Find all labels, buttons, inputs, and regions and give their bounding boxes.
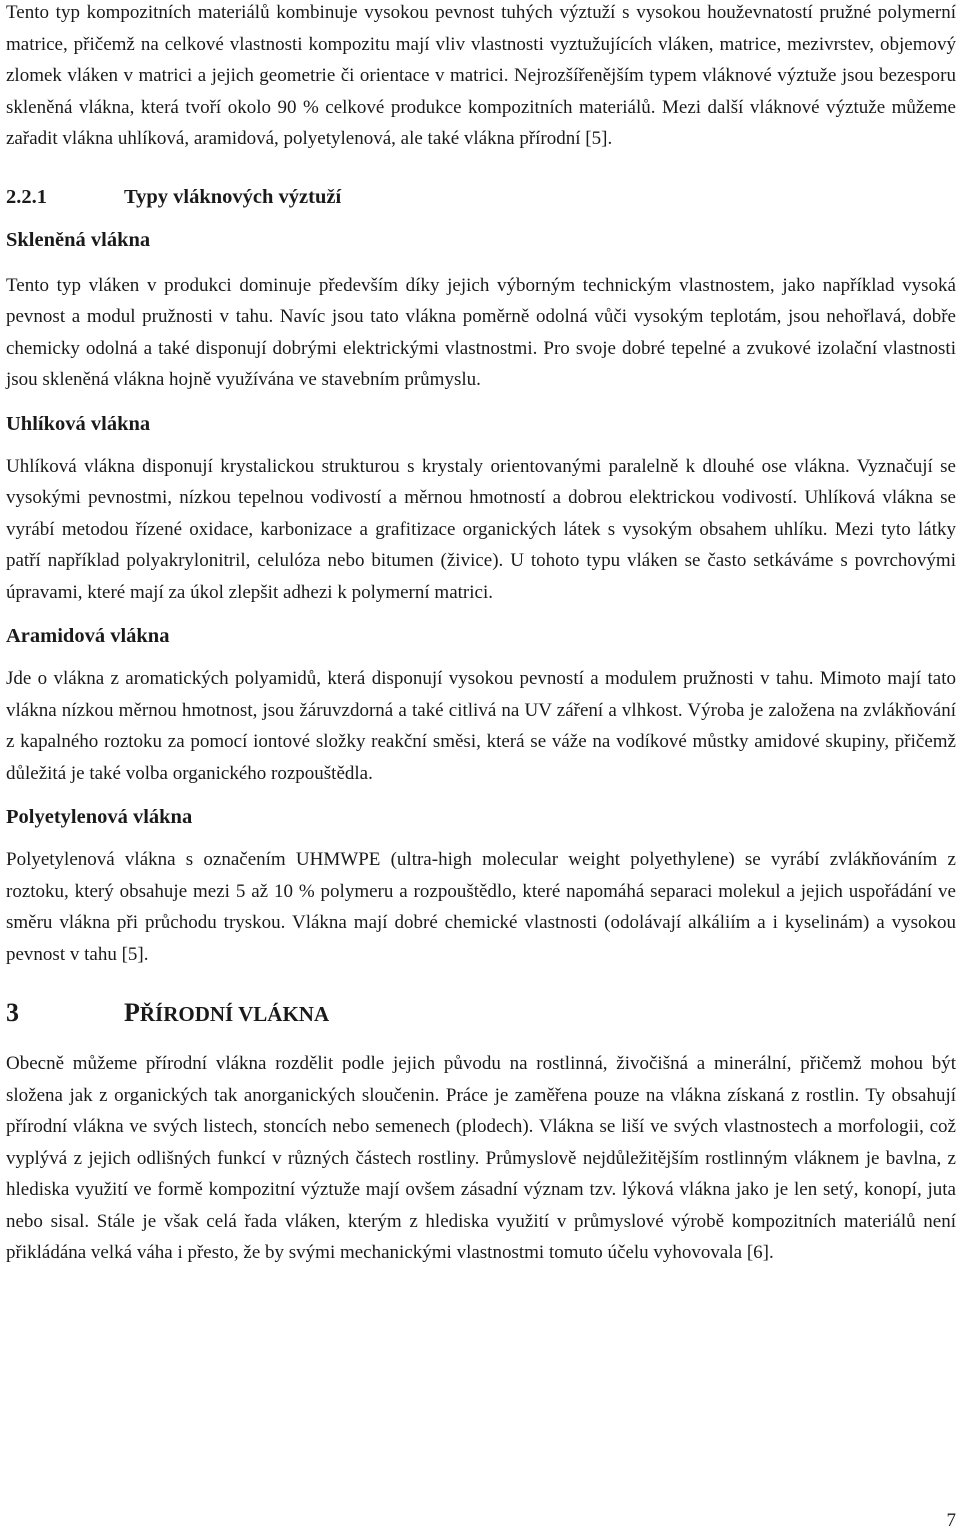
subheading-aramid-fibers: Aramidová vlákna	[6, 625, 170, 647]
subheading-polyethylene-fibers: Polyetylenová vlákna	[6, 806, 193, 828]
chapter-title-initial: P	[124, 998, 140, 1027]
chapter-heading-3	[6, 990, 956, 1034]
chapter-number: 3	[6, 998, 19, 1027]
aramid-fibers-paragraph: Jde o vlákna z aromatických polyamidů, která disponují vysokou pevností a modulem pružnosti v tahu. Mimoto mají tato vlákna nízkou měrnou hmotnost, jsou žáruvzdorná a také citlivá na UV záření a vlhkost. Výroba je založena na zvlákňování z kapalného roztoku za pomocí iontové složky reakční směsi, která se váže na vodíkové můstky amidové skupiny, přičemž důležitá je také volba organického rozpouštědla.	[6, 668, 956, 784]
chapter-title-rest: ŘÍRODNÍ VLÁKNA	[139, 1002, 330, 1026]
polyethylene-fibers-paragraph: Polyetylenová vlákna s označením UHMWPE (ultra-high molecular weight polyethylene) se vyrábí zvlákňováním z roztoku, který obsahuje mezi 5 až 10 % polymeru a rozpouštědlo, které napomáhá separaci molekul a jejich uspořádání ve směru vlákna při průchodu tryskou. Vlákna mají dobré chemické vlastnosti (odolávají alkáliím a i kyselinám) a vysokou pevnost v tahu [5].	[6, 849, 956, 965]
page-number: 7	[946, 1510, 956, 1531]
section-title: Typy vláknových výztuží	[124, 185, 342, 208]
intro-paragraph: Tento typ kompozitních materiálů kombinuje vysokou pevnost tuhých výztuží s vysokou houževnatostí pružné polymerní matrice, přičemž na celkové vlastnosti kompozitu mají vliv vlastnosti vyztužujících vláken, matrice, mezivrstev, objemový zlomek vláken v matrici a jejich geometrie či orientace v matrici. Nejrozšířenějším typem vláknové výztuže jsou bezesporu skleněná vlákna, která tvoří okolo 90 % celkové produkce kompozitních materiálů. Mezi další vláknové výztuže můžeme zařadit vlákna uhlíková, aramidová, polyetylenová, ale také vlákna přírodní [5].	[6, 2, 956, 149]
glass-fibers-paragraph: Tento typ vláken v produkci dominuje především díky jejich výborným technickým vlastnostem, jako například vysoká pevnost a modul pružnosti v tahu. Navíc jsou tato vlákna poměrně odolná vůči vysokým teplotám, jsou nehořlavá, dobře chemicky odolná a také disponují dobrými elektrickými vlastnostmi. Pro svoje dobré tepelné a zvukové izolační vlastnosti jsou skleněná vlákna hojně využívána ve stavebním průmyslu.	[6, 274, 956, 390]
document-page	[6, 0, 956, 1269]
section-heading-2-2-1	[6, 182, 956, 212]
carbon-fibers-paragraph: Uhlíková vlákna disponují krystalickou strukturou s krystaly orientovanými paralelně k dlouhé ose vlákna. Vyznačují se vysokými pevnostmi, nízkou tepelnou vodivostí a měrnou hmotností a dobrou elektrickou vodivostí. Uhlíková vlákna se vyrábí metodou řízené oxidace, karbonizace a grafitizace organických látek s vysokým obsahem uhlíku. Mezi tyto látky patří například polyakrylonitril, celulóza nebo bitumen (živice). U tohoto typu vláken se často setkáváme s povrchovými úpravami, které mají za úkol zlepšit adhezi k polymerní matrici.	[6, 455, 956, 603]
natural-fibers-paragraph: Obecně můžeme přírodní vlákna rozdělit podle jejich původu na rostlinná, živočišná a minerální, přičemž mohou být složena jak z organických tak anorganických sloučenin. Práce je zaměřena pouze na vlákna získaná z rostlin. Ty obsahují přírodní vlákna ve svých listech, stoncích nebo semenech (plodech). Vlákna se liší ve svých vlastnostech a morfologii, což vyplývá z jejich odlišných funkcí v různých částech rostliny. Průmyslově nejdůležitějším rostlinným vláknem je bavlna, z hlediska využití ve formě kompozitní výztuže mají ovšem zásadní význam tzv. lýková vlákna jako je len setý, konopí, juta nebo sisal. Stále je však celá řada vláken, kterým z hlediska využití v průmyslové výrobě kompozitních materiálů není přikládána velká váha i přesto, že by svými mechanickými vlastnostmi tomuto účelu vyhovovala [6].	[6, 1053, 956, 1263]
subheading-carbon-fibers: Uhlíková vlákna	[6, 412, 151, 435]
section-number: 2.2.1	[6, 185, 47, 208]
subheading-glass-fibers: Skleněná vlákna	[6, 228, 151, 251]
